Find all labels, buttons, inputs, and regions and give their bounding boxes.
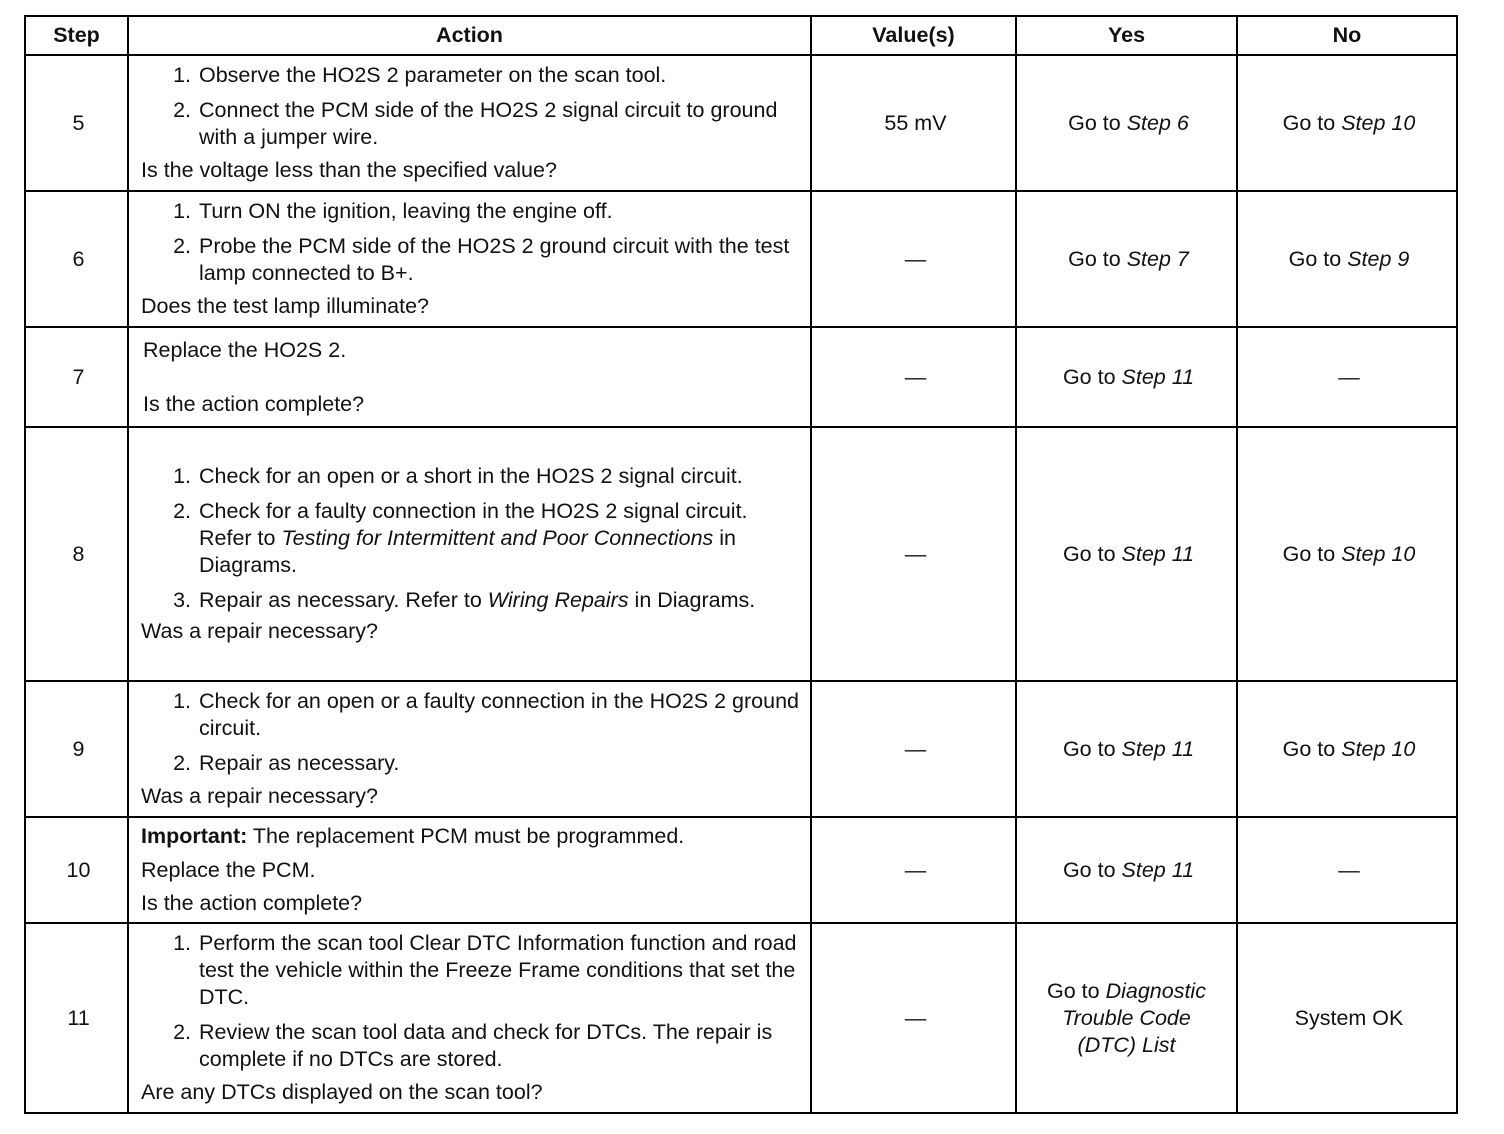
no-cell	[1237, 681, 1457, 817]
yes-dtc-list-link[interactable]: Diagnostic Trouble Code (DTC) List	[1062, 978, 1206, 1057]
no-prefix: Go to	[1282, 110, 1342, 135]
action-question: Is the voltage less than the specified value?	[141, 158, 557, 182]
important-note: Important: The replacement PCM must be programmed.	[141, 824, 685, 848]
action-cell	[128, 923, 811, 1113]
no-cell	[1237, 55, 1457, 191]
yes-cell	[1016, 55, 1237, 191]
table-row	[25, 817, 1457, 923]
yes-step-link[interactable]: Step 6	[1126, 110, 1189, 135]
header-action: Action	[128, 16, 811, 55]
reference-link[interactable]: Wiring Repairs	[487, 588, 629, 612]
table-row	[25, 427, 1457, 681]
no-prefix: Go to	[1282, 541, 1342, 566]
no-cell	[1237, 427, 1457, 681]
yes-prefix: Go to	[1062, 364, 1122, 389]
action-item: 3. Repair as necessary. Refer to Wiring Repairs in Diagrams.	[197, 587, 802, 614]
table-row	[25, 55, 1457, 191]
yes-step-link[interactable]: Step 11	[1121, 541, 1195, 566]
no-cell: —	[1237, 327, 1457, 427]
header-value: Value(s)	[811, 16, 1016, 55]
value-cell: —	[811, 191, 1016, 327]
yes-cell	[1016, 817, 1237, 923]
yes-prefix: Go to	[1062, 541, 1122, 566]
important-label: Important:	[141, 824, 248, 848]
step-number: 8	[25, 427, 128, 681]
action-item: 2. Repair as necessary.	[197, 750, 802, 777]
yes-prefix: Go to	[1047, 978, 1106, 1003]
action-item: 1. Check for an open or a short in the HO2S 2 signal circuit.	[197, 463, 802, 490]
no-cell: —	[1237, 817, 1457, 923]
header-no: No	[1237, 16, 1457, 55]
action-item: 2. Check for a faulty connection in the HO2S 2 signal circuit. Refer to Testing for Intermittent and Poor Connections in Diagrams.	[197, 498, 802, 579]
action-line: Replace the HO2S 2.	[143, 337, 347, 362]
action-line: Replace the PCM.	[141, 858, 316, 882]
step-number: 11	[25, 923, 128, 1113]
action-item: 1. Observe the HO2S 2 parameter on the scan tool.	[197, 62, 802, 89]
no-prefix: Go to	[1282, 736, 1342, 761]
action-item: 2. Connect the PCM side of the HO2S 2 signal circuit to ground with a jumper wire.	[197, 97, 802, 151]
action-question: Is the action complete?	[141, 891, 363, 915]
action-question: Does the test lamp illuminate?	[141, 294, 430, 318]
header-row	[25, 16, 1457, 55]
no-step-link[interactable]: Step 10	[1341, 110, 1416, 135]
action-item: 1. Perform the scan tool Clear DTC Information function and road test the vehicle within the Freeze Frame conditions that set the DTC.	[197, 930, 802, 1011]
action-cell	[128, 681, 811, 817]
yes-prefix: Go to	[1062, 857, 1122, 882]
action-item: 1. Check for an open or a faulty connection in the HO2S 2 ground circuit.	[197, 688, 802, 742]
step-number: 7	[25, 327, 128, 427]
yes-cell	[1016, 923, 1237, 1113]
yes-prefix: Go to	[1068, 110, 1127, 135]
yes-step-link[interactable]: Step 11	[1121, 857, 1195, 882]
value-cell: —	[811, 923, 1016, 1113]
table-row	[25, 327, 1457, 427]
header-yes: Yes	[1016, 16, 1237, 55]
step-number: 6	[25, 191, 128, 327]
value-cell: —	[811, 681, 1016, 817]
yes-step-link[interactable]: Step 11	[1121, 736, 1195, 761]
reference-link[interactable]: Testing for Intermittent and Poor Connections	[281, 526, 714, 550]
action-question: Are any DTCs displayed on the scan tool?	[141, 1080, 543, 1104]
no-step-link[interactable]: Step 9	[1347, 246, 1410, 271]
step-number: 5	[25, 55, 128, 191]
step-number: 9	[25, 681, 128, 817]
yes-prefix: Go to	[1062, 736, 1122, 761]
action-cell	[128, 427, 811, 681]
action-item: 2. Probe the PCM side of the HO2S 2 ground circuit with the test lamp connected to B+.	[197, 233, 802, 287]
yes-cell	[1016, 681, 1237, 817]
action-cell	[128, 191, 811, 327]
yes-prefix: Go to	[1068, 246, 1127, 271]
action-question: Is the action complete?	[143, 391, 365, 416]
no-step-link[interactable]: Step 10	[1341, 541, 1416, 566]
action-item: 2. Review the scan tool data and check for DTCs. The repair is complete if no DTCs are stored.	[197, 1019, 802, 1073]
no-step-link[interactable]: Step 10	[1341, 736, 1416, 761]
no-cell: System OK	[1237, 923, 1457, 1113]
action-cell	[128, 55, 811, 191]
yes-cell	[1016, 427, 1237, 681]
yes-cell	[1016, 191, 1237, 327]
value-cell: 55 mV	[811, 55, 1016, 191]
step-number: 10	[25, 817, 128, 923]
header-step: Step	[25, 16, 128, 55]
value-cell: —	[811, 327, 1016, 427]
no-cell	[1237, 191, 1457, 327]
action-cell	[128, 327, 811, 427]
action-item: 1. Turn ON the ignition, leaving the engine off.	[197, 198, 802, 225]
value-cell: —	[811, 427, 1016, 681]
diagnostic-table	[24, 15, 1458, 1114]
no-prefix: Go to	[1288, 246, 1348, 271]
action-question: Was a repair necessary?	[141, 784, 378, 808]
yes-step-link[interactable]: Step 7	[1126, 246, 1189, 271]
table-row	[25, 923, 1457, 1113]
value-cell: —	[811, 817, 1016, 923]
action-cell	[128, 817, 811, 923]
yes-cell	[1016, 327, 1237, 427]
table-row	[25, 191, 1457, 327]
yes-step-link[interactable]: Step 11	[1121, 364, 1195, 389]
action-question: Was a repair necessary?	[141, 619, 378, 643]
table-row	[25, 681, 1457, 817]
